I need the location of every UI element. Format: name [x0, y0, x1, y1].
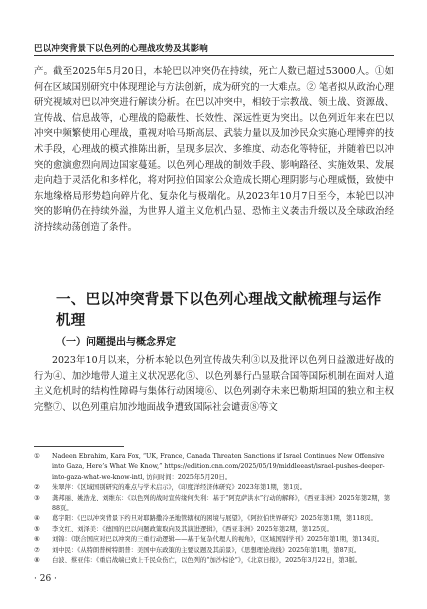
- footnote-rule: [34, 446, 124, 447]
- footnote-text: Nadeen Ebrahim, Kara Fox, “UK, France, Canada Threaten Sanctions if Israel Continues New Offensive into Gaza, Here’s What We Know,” https://edition.cnn.com/2025/05/19/middleeast/israel-pushes-deeper-into-gaza-what-we-know-intl, 访问时间：2025年5月20日。: [52, 453, 385, 481]
- footnote-text: 李文红、刘泽美：《德国的巴以问题政策取向及其演进逻辑》，《西亚非洲》2025年第2期，第125页。: [52, 525, 333, 533]
- subsection-title: （一）问题提出与概念界定: [56, 337, 176, 348]
- footnote-number: ③: [34, 494, 40, 502]
- footnote-number: ②: [34, 484, 40, 492]
- paragraph-continued: [34, 64, 394, 236]
- footnote-text: 刘锦：《联合国应对巴以冲突的三重行动逻辑——基于复杂代理人的视角》，《区域国别学刊》2025年第1期，第134页。: [52, 536, 384, 544]
- footnote-number: ⑤: [34, 525, 40, 533]
- header-rule: [34, 55, 394, 56]
- footnotes: [34, 452, 394, 566]
- section-title: 一、巴以冲突背景下以色列心理战文献梳理与运作机理: [56, 292, 382, 329]
- footnote-text: 白波、蔡亚伟：《重启战端已致上千民众伤亡，以色列的“加沙棕论”》，《北京日报》，2025年3月22日，第3版。: [52, 557, 362, 565]
- footnote-text: 龚邦丽、姚浩龙、刘维东：《以色列的战时宣传缘何失利：基于“阿克萨洪水”行动的解释》，《西亚非洲》2025年第2期，第88页。: [52, 494, 391, 513]
- footnote-number: ⑥: [34, 536, 40, 544]
- footnote-item: [34, 556, 394, 566]
- footnote-number: ⑧: [34, 557, 40, 565]
- footnote-number: ⑦: [34, 546, 40, 554]
- paragraph-2: 2023年10月以来，分析本轮以色列宣传战失利③以及批评以色列日益激进好战的行为④、加沙地带人道主义状况恶化⑤、以色列暴行凸显联合国等国际机制在面对人道主义危机时的结构性障碍与集体行动困境⑥、以色列剥夺未来巴勒斯坦国的独立和主权完整⑦、以色列重启加沙地面战争遭致国际社会谴责⑧等文: [34, 355, 394, 413]
- page-number: · 26 ·: [34, 574, 57, 584]
- paragraph-text: 产。截至2025年5月20日，本轮巴以冲突仍在持续，死亡人数已超过53000人。①如何在区域国别研究中体现理论与方法创新，成为研究的一大难点。② 笔者拟从政治心理研究视域对巴以冲突进行解读分析。在巴以冲突中，相较于宗教战、领土战、资源战、宣传战、信息战等，心理战的隐蔽性、长效性、深远性更为突出。以色列近年来在巴以冲突中频繁使用心理战，重视对哈马斯高层、武装力量以及加沙民众实施心理博弈的技术手段，心理战的模式推陈出新，呈现多层次、多维度、动态化等特征，并随着巴以冲突的愈演愈烈向周边国家蔓延。以色列心理战的制效手段、影响路径、实施效果、发展走向趋于灵活化和多样化，将对阿拉伯国家公众造成长期心理阴影与心理威慑，致使中东地缘格局形势趋向碎片化、复杂化与极端化。从2023年10月7日至今，本轮巴以冲突的影响仍在持续外溢，为世界人道主义危机凸显、恐怖主义袭击升级以及全球政治经济持续动荡创造了条件。: [34, 66, 394, 233]
- footnote-item: [34, 483, 394, 493]
- footnote-item: [34, 546, 394, 556]
- footnote-text: 刘中民：《从特朗普树特朗普：美国中东政策的主要议题及其前景》，《思想理论战线》2025年第1期，第87页。: [52, 546, 361, 554]
- footnote-text: 葛宇阳：《巴以冲突背景下约旦对耶路撒冷圣地管辖权的困境与展望》，《阿拉伯世界研究》2025年第1期，第118页。: [52, 515, 377, 523]
- footnote-text: 朱翠萍：《区域国别研究的难点与学术启示》，《印度洋经济体研究》2023年第1期，第1页。: [52, 484, 306, 492]
- footnote-item: [34, 535, 394, 545]
- footnote-item: [34, 452, 394, 483]
- footnote-item: [34, 514, 394, 524]
- footnote-number: ④: [34, 515, 40, 523]
- footnote-item: [34, 525, 394, 535]
- footnote-item: [34, 494, 394, 515]
- running-header: 巴以冲突背景下以色列的心理战攻势及其影响: [34, 44, 209, 54]
- footnote-number: ①: [34, 453, 40, 460]
